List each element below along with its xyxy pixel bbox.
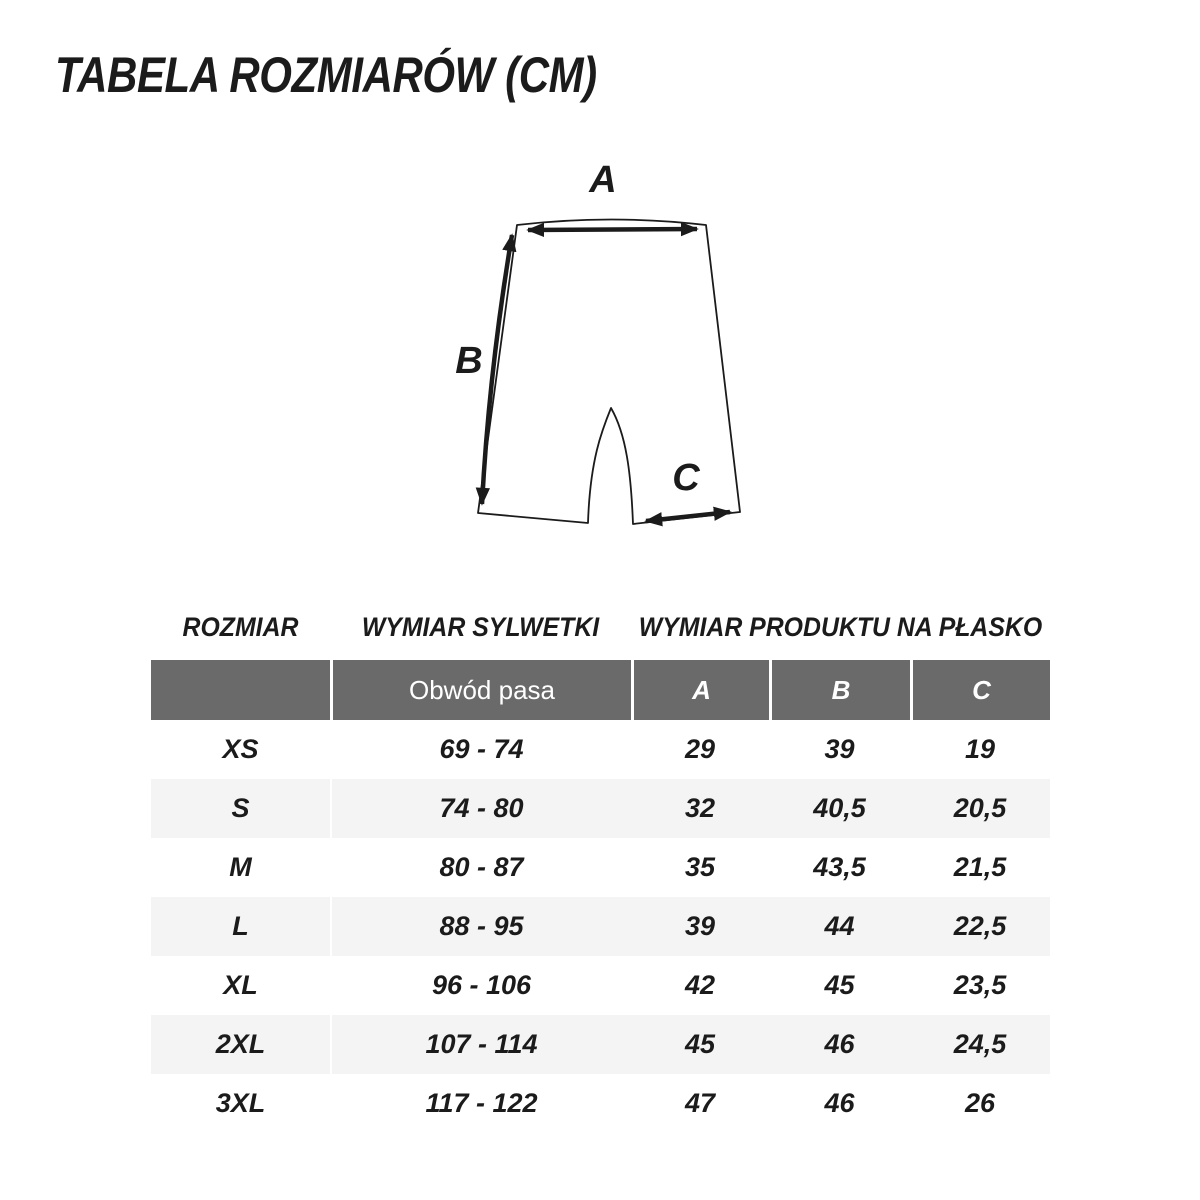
size-cell: M [229,852,252,882]
measure-a-cell: 47 [684,1088,716,1118]
measure-b-cell: 43,5 [813,852,866,882]
size-cell: L [151,897,330,956]
table-row [151,897,1050,956]
measure-c-cell: 19 [964,734,996,764]
measure-b-cell: 46 [824,1088,855,1118]
measure-b-cell: 40,5 [769,779,910,838]
measure-b-cell: 39 [824,734,855,764]
group-header-wymiar-produktu-na-plasko: WYMIAR PRODUKTU NA PŁASKO [638,611,1043,642]
waist-range-cell: 80 - 87 [330,838,631,897]
measure-c-cell: 26 [964,1088,996,1118]
measure-c-cell: 20,5 [910,779,1050,838]
measure-c-cell: 22,5 [910,897,1050,956]
measure-b-cell: 44 [769,897,910,956]
diagram-label-c: C [672,457,700,499]
shorts-outline [478,220,740,525]
waist-range-cell: 88 - 95 [330,897,631,956]
diagram-label-a: A [589,159,617,201]
measure-arrow-a [528,229,697,230]
measure-b-cell: 45 [824,970,855,1000]
table-row [151,1074,1050,1133]
table-row [151,956,1050,1015]
measure-a-cell: 35 [684,852,716,882]
table-row [151,779,1050,838]
measure-c-cell: 21,5 [953,852,1007,882]
measure-a-cell: 39 [631,897,769,956]
size-cell: XS [222,734,259,764]
waist-range-cell: 96 - 106 [330,956,631,1015]
waist-range-cell: 117 - 122 [330,1074,631,1133]
header-cell-a: A [631,660,769,720]
measure-a-cell: 32 [631,779,769,838]
measure-a-cell: 42 [684,970,716,1000]
header-cell-waist: Obwód pasa [330,660,631,720]
waist-range-cell: 74 - 80 [330,779,631,838]
measure-a-cell: 45 [631,1015,769,1074]
size-cell: 2XL [151,1015,330,1074]
group-header-rozmiar: ROZMIAR [182,611,299,642]
header-cell-size [151,660,330,720]
measure-b-cell: 46 [769,1015,910,1074]
page-title: TABELA ROZMIARÓW (CM) [55,47,597,103]
size-cell: 3XL [215,1088,266,1118]
size-cell: XL [223,970,258,1000]
diagram-label-b: B [455,340,483,382]
waist-range-cell: 69 - 74 [330,720,631,779]
waist-range-cell: 107 - 114 [330,1015,631,1074]
measure-c-cell: 23,5 [953,970,1007,1000]
size-cell: S [151,779,330,838]
table-header-row [151,660,1050,720]
table-row [151,1015,1050,1074]
table-group-headers [151,604,1050,650]
header-cell-b: B [769,660,910,720]
shorts-diagram [430,148,770,572]
table-row [151,838,1050,897]
measure-c-cell: 24,5 [910,1015,1050,1074]
table-row [151,720,1050,779]
group-header-wymiar-sylwetki: WYMIAR SYLWETKI [361,611,600,642]
measure-a-cell: 29 [684,734,716,764]
header-cell-c: C [910,660,1050,720]
size-table [151,660,1050,1133]
